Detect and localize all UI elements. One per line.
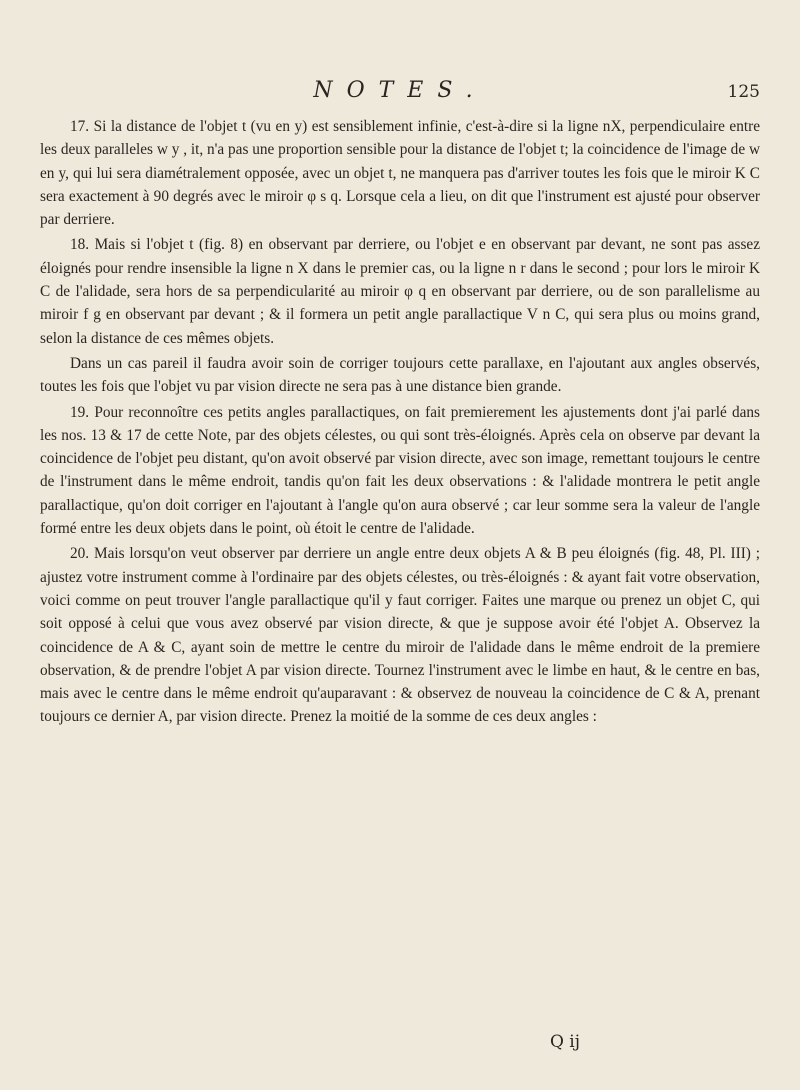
book-page xyxy=(40,0,760,1090)
paragraph-19: 19. Pour reconnoître ces petits angles parallactiques, on fait premierement les ajustements dont j'ai parlé dans les nos. 13 & 17 de cette Note, par des objets célestes, ou qui sont très-éloignés. Après cela on observe par devant la coincidence de l'objet peu distant, qu'on avoit observé par vision directe, avec son image, remettant toujours le centre de l'instrument dans le même endroit, tandis qu'on fait les deux observations : & l'alidade montrera le petit angle parallactique, qu'on doit corriger en l'ajoutant à l'angle qu'on aura observé ; car leur somme sera la valeur de l'angle formé entre les deux objets dans le point, où étoit le centre de l'alidade. xyxy=(40,403,760,538)
page-number: 125 xyxy=(727,82,760,102)
page-header xyxy=(40,78,760,106)
paragraph-18-continued: Dans un cas pareil il faudra avoir soin de corriger toujours cette parallaxe, en l'ajoutant aux angles observés, toutes les fois que l'objet vu par vision directe ne sera pas à une distance bien grande. xyxy=(40,354,760,396)
signature-mark: Q ij xyxy=(549,1032,580,1052)
running-head: NOTES. xyxy=(313,78,487,103)
body-text xyxy=(40,115,760,731)
paragraph-20: 20. Mais lorsqu'on veut observer par derriere un angle entre deux objets A & B peu éloignés (fig. 48, Pl. III) ; ajustez votre instrument comme à l'ordinaire par des objets célestes, ou très-éloignés : & ayant fait votre observation, voici comme on peut trouver l'angle parallactique qu'il y faut corriger. Faites une marque ou prenez un objet C, qui soit opposé à celui que vous avez observé par vision directe, & que je suppose avoir été l'objet A. Observez la coincidence de A & C, ayant soin de mettre le centre du miroir de l'alidade dans le même endroit de la premiere observation, & de prendre l'objet A par vision directe. Tournez l'instrument avec le limbe en haut, & le centre en bas, mais avec le centre dans le même endroit qu'auparavant : & observez de nouveau la coincidence de C & A, prenant toujours ce dernier A, par vision directe. Prenez la moitié de la somme de ces deux angles : xyxy=(40,545,760,726)
paragraph-18: 18. Mais si l'objet t (fig. 8) en observant par derriere, ou l'objet e en observant par devant, ne sont pas assez éloignés pour rendre insensible la ligne n X dans le premier cas, ou la ligne n r dans le second ; pour lors le miroir K C de l'alidade, sera hors de sa perpendicularité au miroir φ q en observant par derriere, ou de son parallelisme au miroir f g en observant par devant ; & il formera un petit angle parallactique V n C, qui sera plus ou moins grand, selon la distance de ces mêmes objets. xyxy=(40,236,760,347)
paragraph-17: 17. Si la distance de l'objet t (vu en y) est sensiblement infinie, c'est-à-dire si la ligne nX, perpendiculaire entre les deux paralleles w y , it, n'a pas une proportion sensible pour la distance de l'objet t; la coincidence de l'image de w en y, qui lui sera diamétralement opposée, avec un objet t, ne manquera pas d'arriver toutes les fois que le miroir K C sera exactement à 90 degrés avec le miroir φ s q. Lorsque cela a lieu, on dit que l'instrument est ajusté pour observer par derriere. xyxy=(40,118,760,229)
